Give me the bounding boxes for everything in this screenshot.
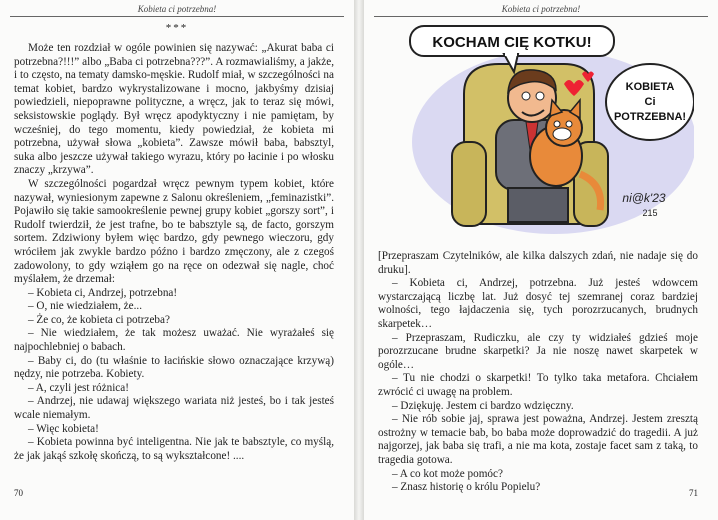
artist-signature-number: 215 [642, 208, 658, 218]
paragraph: [Przepraszam Czytelników, ale kilka dalszych zdań, nie nadaje się do druku]. [378, 250, 698, 276]
cartoon-illustration [404, 24, 694, 246]
dialogue-line: – Kobieta powinna być inteligentna. Nie jak te babsztyle, co myślą, że jak jakąś szkołę skończą, to są wykształcone! .... [14, 436, 334, 462]
bubble-text: KOBIETA [625, 81, 675, 93]
dialogue-line: – Kobieta ci, Andrzej, potrzebna. Już jesteś wdowcem wystarczającą liczbę lat. Już dosyć tej szemranej coraz bardziej wolności, tego łajdaczenia się, tych porozrzucanych, brudnych skarpetek… [378, 277, 698, 330]
dialogue-line: – Kobieta ci, Andrzej, potrzebna! [28, 286, 178, 299]
dialogue-line: – Więc kobieta! [28, 422, 99, 435]
book-gutter [354, 0, 364, 520]
bubble-text: KOCHAM CIĘ KOTKU! [432, 34, 592, 51]
left-page [0, 0, 354, 520]
paragraph: W szczególności pogardzał wręcz pewnym typem kobiet, które nazywał, wyniesionym zapewne z Salonu określeniem, „feminazistki”. Pojawiło się takie samookreślenie pewnej grupy kobiet „gorszy sort”, i Rudolf twierdził, że jest trafne, bo te babsztyle są, de facto, gorszym sortem. Zdziwiony byłem więc bardzo, gdy pewnego wieczoru, gdy wróciłem jak zwykle bardzo późno i bardzo zmęczony, ale z czegoś zadowolony, to gdy wziąłem go na ręce on odezwał się nagle, choć myślałem, że drzemał: [14, 177, 334, 286]
running-head: Kobieta ci potrzebna! [374, 4, 708, 17]
dialogue-line: – A, czyli jest różnica! [28, 381, 129, 394]
dialogue-line: – Że co, że kobieta ci potrzeba? [28, 313, 170, 326]
right-page [364, 0, 718, 520]
artist-signature: ni@k'23 [622, 191, 666, 205]
paragraph: Może ten rozdział w ogóle powinien się nazywać: „Akurat baba ci potrzebna?!!!” albo „Baba ci potrzebna???”. A rozmawialiśmy, a jakże, i to często, na tematy damsko-męskie. Rudolf miał, w szczególności na temat kobiet, bardzo wykrystalizowane i mocno, jakbyśmy dzisiaj powiedzieli, niepoprawne polityczne, a wręcz, jak to teraz się mówi, seksistowskie poglądy. Był wręcz apodyktyczny i nie pamiętam, by wcześniej, do tego momentu, kiedy powiedział, że kobieta mi potrzebna, używał słowa „kobieta”. Zawsze mówił baba, babsztyl, suka albo jeszcze używał takiego wyrazu, który po łacinie i po włosku znaczy „krzywa”. [14, 42, 334, 177]
dialogue-line: – A co kot może pomóc? [392, 467, 503, 480]
bubble-text: Ci [644, 96, 656, 108]
section-separator: *** [165, 22, 189, 34]
dialogue-line: – Tu nie chodzi o skarpetki! To tylko taka metafora. Chciałem zwrócić ci uwagę na problem. [378, 372, 698, 398]
bubble-text: POTRZEBNA! [613, 111, 687, 123]
dialogue-line: – Nie rób sobie jaj, sprawa jest poważna, Andrzej. Jestem zresztą ostrożny w temacie bab, bo baba może doprowadzić do tragedii. A już najgorzej, jak baba się trafi, a nie ma kota, zostaje facet sam z taką, to tragedia gotowa. [378, 413, 698, 466]
dialogue-line: – Znasz historię o królu Popielu? [392, 481, 541, 494]
dialogue-line: – Andrzej, nie udawaj większego wariata niż jesteś, bo i tak jesteś wcale niemałym. [14, 395, 334, 422]
body-text [378, 250, 698, 495]
dialogue-line: – O, nie wiedziałem, że... [28, 300, 143, 313]
dialogue-line: – Nie wiedziałem, że tak możesz uważać. Nie wyrażałeś się najpochlebniej o babach. [14, 327, 334, 354]
page-number: 71 [689, 488, 698, 498]
dialogue-line: – Przepraszam, Rudiczku, ale czy ty widziałeś gdzieś moje porozrzucane brudne skarpetki? Ja nie noszę nawet skarpetek w ogóle… [378, 331, 698, 371]
running-head: Kobieta ci potrzebna! [10, 4, 344, 17]
body-text [14, 42, 334, 463]
page-number: 70 [14, 488, 23, 498]
dialogue-line: – Dziękuję. Jestem ci bardzo wdzięczny. [392, 399, 574, 412]
dialogue-line: – Baby ci, do (tu właśnie to łacińskie słowo oznaczające krzywą) nędzy, nie potrzeba. Kobiety. [14, 354, 334, 381]
